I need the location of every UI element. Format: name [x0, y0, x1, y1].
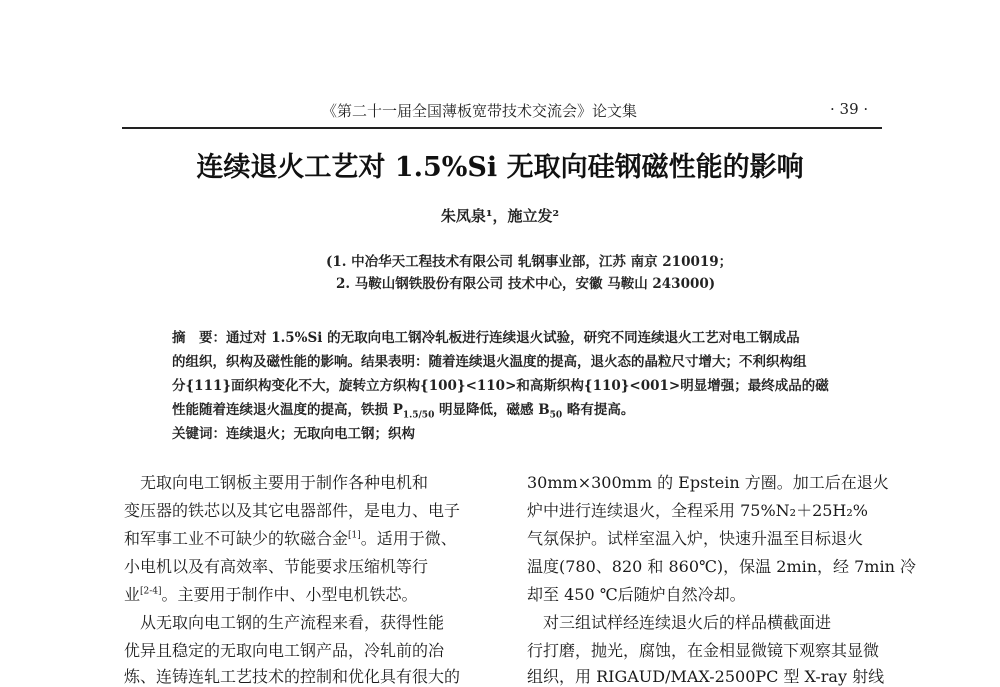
abstract-line: 分{111}面织构变化不大，旋转立方织构{100}<110>和高斯织构{110}<001>明显增强；最终成品的磁: [172, 378, 829, 394]
body-line: 30mm×300mm 的 Epstein 方圈。加工后在退火: [527, 473, 889, 492]
body-line: 无取向电工钢板主要用于制作各种电机和: [124, 473, 429, 492]
header-rule: [122, 127, 882, 129]
running-header: [0, 0, 1000, 130]
body-line: 从无取向电工钢的生产流程来看，获得性能: [124, 613, 445, 632]
body-line: 行打磨，抛光，腐蚀，在金相显微镜下观察其显微: [527, 641, 880, 660]
authors: 朱凤泉¹，施立发²: [440, 207, 560, 225]
affiliation-2: 2. 马鞍山钢铁股份有限公司 技术中心，安徽 马鞍山 243000): [336, 276, 716, 292]
keywords: 连续退火；无取向电工钢；织构: [226, 426, 415, 442]
abstract-label: 摘 要：: [172, 330, 226, 346]
paper-title: 连续退火工艺对 1.5%Si 无取向硅钢磁性能的影响: [196, 152, 804, 183]
page-number: · 39 ·: [830, 100, 869, 118]
body-line: 小电机以及有高效率、节能要求压缩机等行: [124, 557, 429, 576]
affiliation-1: (1. 中冶华天工程技术有限公司 轧钢事业部，江苏 南京 210019；: [326, 254, 733, 270]
abstract-line: 摘 要：通过对 1.5%Si 的无取向电工钢冷轧板进行连续退火试验，研究不同连续退火工艺对电工钢成品: [172, 330, 800, 346]
body-line: 对三组试样经连续退火后的样品横截面进: [527, 613, 832, 632]
body-line: 温度(780、820 和 860℃)，保温 2min，经 7min 冷: [527, 557, 916, 576]
keywords-label: 关键词：: [172, 426, 226, 442]
citation: [1]: [348, 530, 361, 541]
body-line: 却至 450 ℃后随炉自然冷却。: [527, 585, 746, 604]
body-line: 炼、连铸连轧工艺技术的控制和优化具有很大的: [124, 667, 461, 686]
body-line: 炉中进行连续退火，全程采用 75%N₂＋25H₂%: [527, 501, 868, 520]
body-line: 气氛保护。试样室温入炉，快速升温至目标退火: [527, 529, 864, 548]
citation: [2-4]: [140, 586, 162, 597]
body-line: 变压器的铁芯以及其它电器部件，是电力、电子: [124, 501, 461, 520]
body-line: 优异且稳定的无取向电工钢产品，冷轧前的冶: [124, 641, 445, 660]
body-line: 和军事工业不可缺少的软磁合金[1]。适用于微、: [124, 529, 457, 548]
running-header-title: 《第二十一届全国薄板宽带技术交流会》论文集: [322, 102, 638, 120]
abstract-line: 性能随着连续退火温度的提高，铁损 $P_{1.5/50}$ 明显降低，磁感 $B_{50}$ 略有提高。: [172, 402, 635, 421]
abstract-line: 的组织，织构及磁性能的影响。结果表明：随着连续退火温度的提高，退火态的晶粒尺寸增大；不利织构组: [172, 354, 807, 370]
body-line: 组织，用 RIGAUD/MAX-2500PC 型 X-ray 射线: [527, 667, 885, 686]
keywords-line: [172, 422, 415, 442]
body-line: 业[2-4]。主要用于制作中、小型电机铁芯。: [124, 585, 418, 604]
